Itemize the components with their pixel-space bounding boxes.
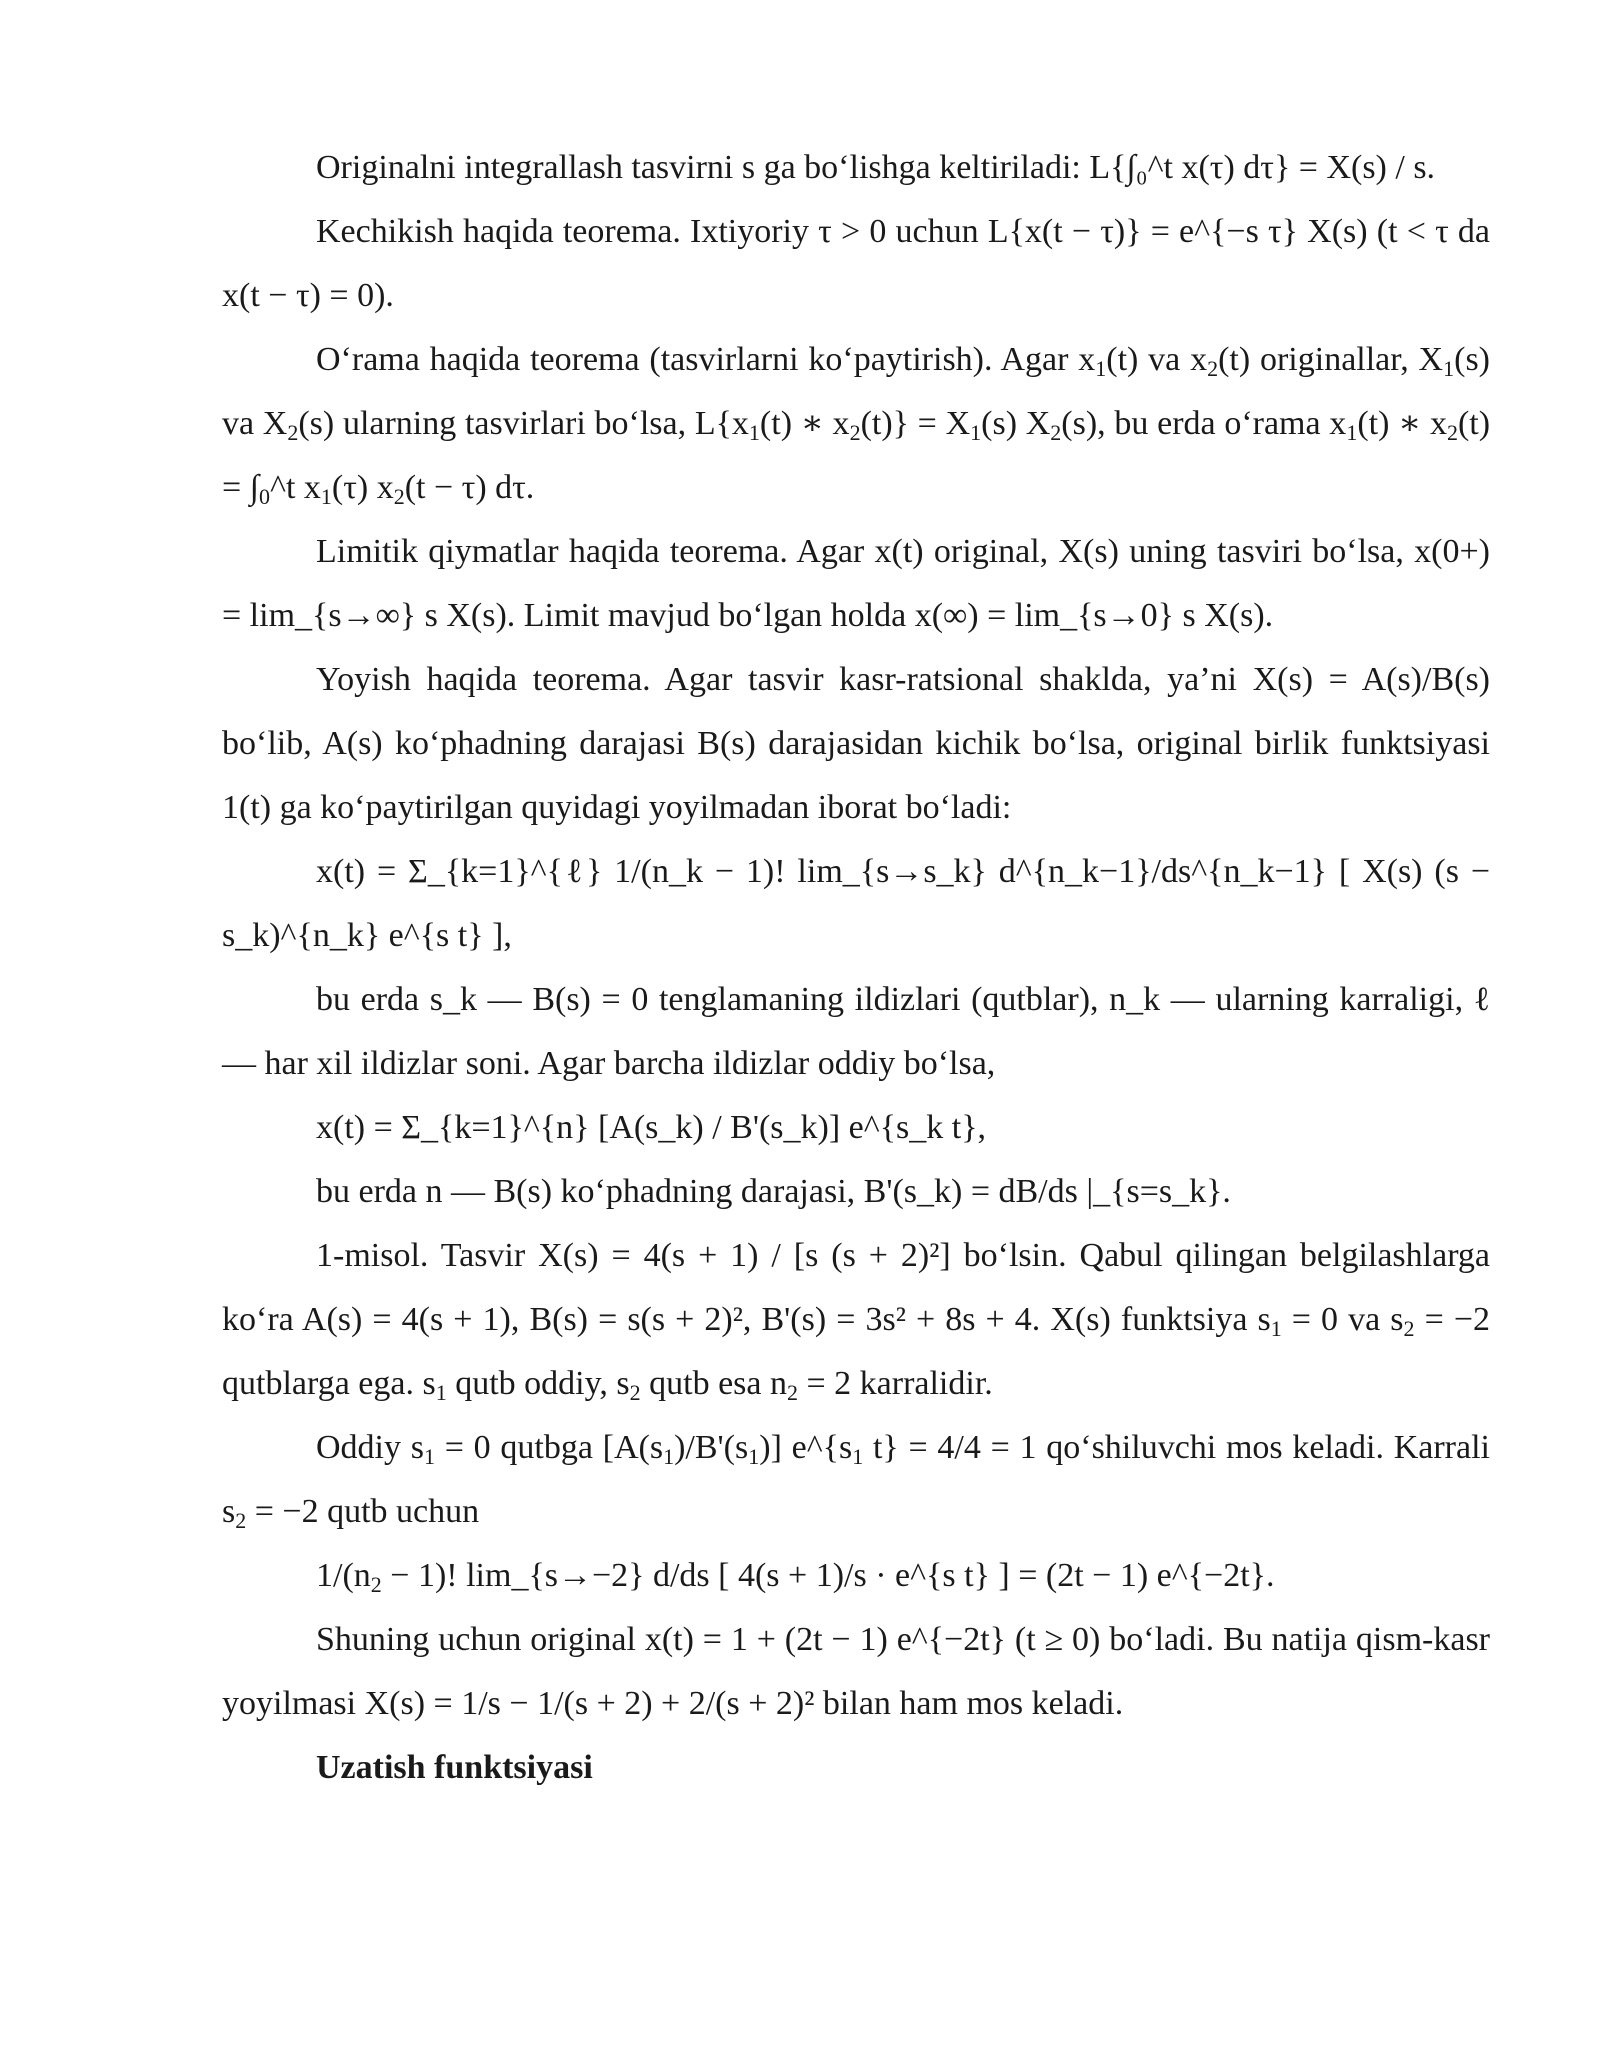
formula-multiple-pole: $1/(n_2 - 1)$! lim_{s→−2} d/ds [ 4(s + 1)/s · e^{s t} ] = (2t − 1) e^{−2t}. — [316, 1557, 1275, 1597]
paragraph-delay-theorem: Kechikish haqida teorema. Ixtiyoriy τ > 0 uchun L{x(t − τ)} = e^{−s τ} X(s) (t < τ da x(t − τ) = 0). — [222, 213, 1490, 314]
paragraph-example-1: 1-misol. Tasvir X(s) = 4(s + 1) / [s (s + 2)²] bo‘lsin. Qabul qilingan belgilashlarga ko‘ra A(s) = 4(s + 1), B(s) = s(s + 2)², B'(s) = 3s² + 8s + 4. X(s) funktsiya $s_1 = 0$ va $s_2 = -2$ qutblarga ega. $s_1$ qutb oddiy, $s_2$ qutb esa $n_2 = 2$ karralidir. — [222, 1237, 1491, 1405]
formula-expansion-general: x(t) = Σ_{k=1}^{ℓ} 1/(n_k − 1)! lim_{s→s_k} d^{n_k−1}/ds^{n_k−1} [ X(s) (s − s_k)^{n_k} e^{s t} ], — [222, 853, 1490, 954]
paragraph-expansion-theorem: Yoyish haqida teorema. Agar tasvir kasr-ratsional shaklda, ya’ni X(s) = A(s)/B(s) bo‘lib, A(s) ko‘phadning darajasi B(s) darajasidan kichik bo‘lsa, original birlik funktsiyasi 1(t) ga ko‘paytirilgan quyidagi yoyilmadan iborat bo‘ladi: — [222, 661, 1490, 826]
paragraph-result: Shuning uchun original x(t) = 1 + (2t − 1) e^{−2t} (t ≥ 0) bo‘ladi. Bu natija qism-kasr yoyilmasi X(s) = 1/s − 1/(s + 2) + 2/(s + 2)² bilan ham mos keladi. — [222, 1621, 1490, 1722]
paragraph-degree-description: bu erda n — B(s) ko‘phadning darajasi, B'(s_k) = dB/ds |_{s=s_k}. — [316, 1173, 1231, 1210]
document-page — [222, 136, 1490, 1800]
section-heading: Uzatish funktsiyasi — [316, 1749, 593, 1786]
paragraph-convolution-theorem: O‘rama haqida teorema (tasvirlarni ko‘paytirish). Agar $x_1(t)$ va $x_2(t)$ originallar, $X_1(s)$ va $X_2(s)$ ularning tasvirlari bo‘lsa, $L\{x_1(t)$ ∗ $x_2(t)\} = X_1(s)$ $X_2(s)$, bu erda o‘rama $x_1(t)$ ∗ $x_2(t)$ = $\int_0\^{}t$ $x_1(\tau) x_2(t - \tau)$ dτ. — [222, 341, 1491, 509]
paragraph-integration: Originalni integrallash tasvirni s ga bo‘lishga keltiriladi: L{∫₀^t x(τ) dτ} = X(s) / s. — [316, 149, 1436, 186]
formula-expansion-simple: x(t) = Σ_{k=1}^{n} [A(s_k) / B'(s_k)] e^{s_k t}, — [316, 1109, 987, 1146]
paragraph-simple-pole: Oddiy $s_1 = 0$ qutbga $[A(s_1)/B'(s_1)]$ $e\^{}\{s_1$ t} = 4/4 = 1 qo‘shiluvchi mos keladi. Karrali $s_2 = -2$ qutb uchun — [222, 1429, 1490, 1533]
paragraph-limit-theorem: Limitik qiymatlar haqida teorema. Agar x(t) original, X(s) uning tasviri bo‘lsa, x(0+) = lim_{s→∞} s X(s). Limit mavjud bo‘lgan holda x(∞) = lim_{s→0} s X(s). — [222, 533, 1490, 634]
paragraph-poles-description: bu erda s_k — B(s) = 0 tenglamaning ildizlari (qutblar), n_k — ularning karraligi, ℓ — har xil ildizlar soni. Agar barcha ildizlar oddiy bo‘lsa, — [222, 981, 1490, 1082]
